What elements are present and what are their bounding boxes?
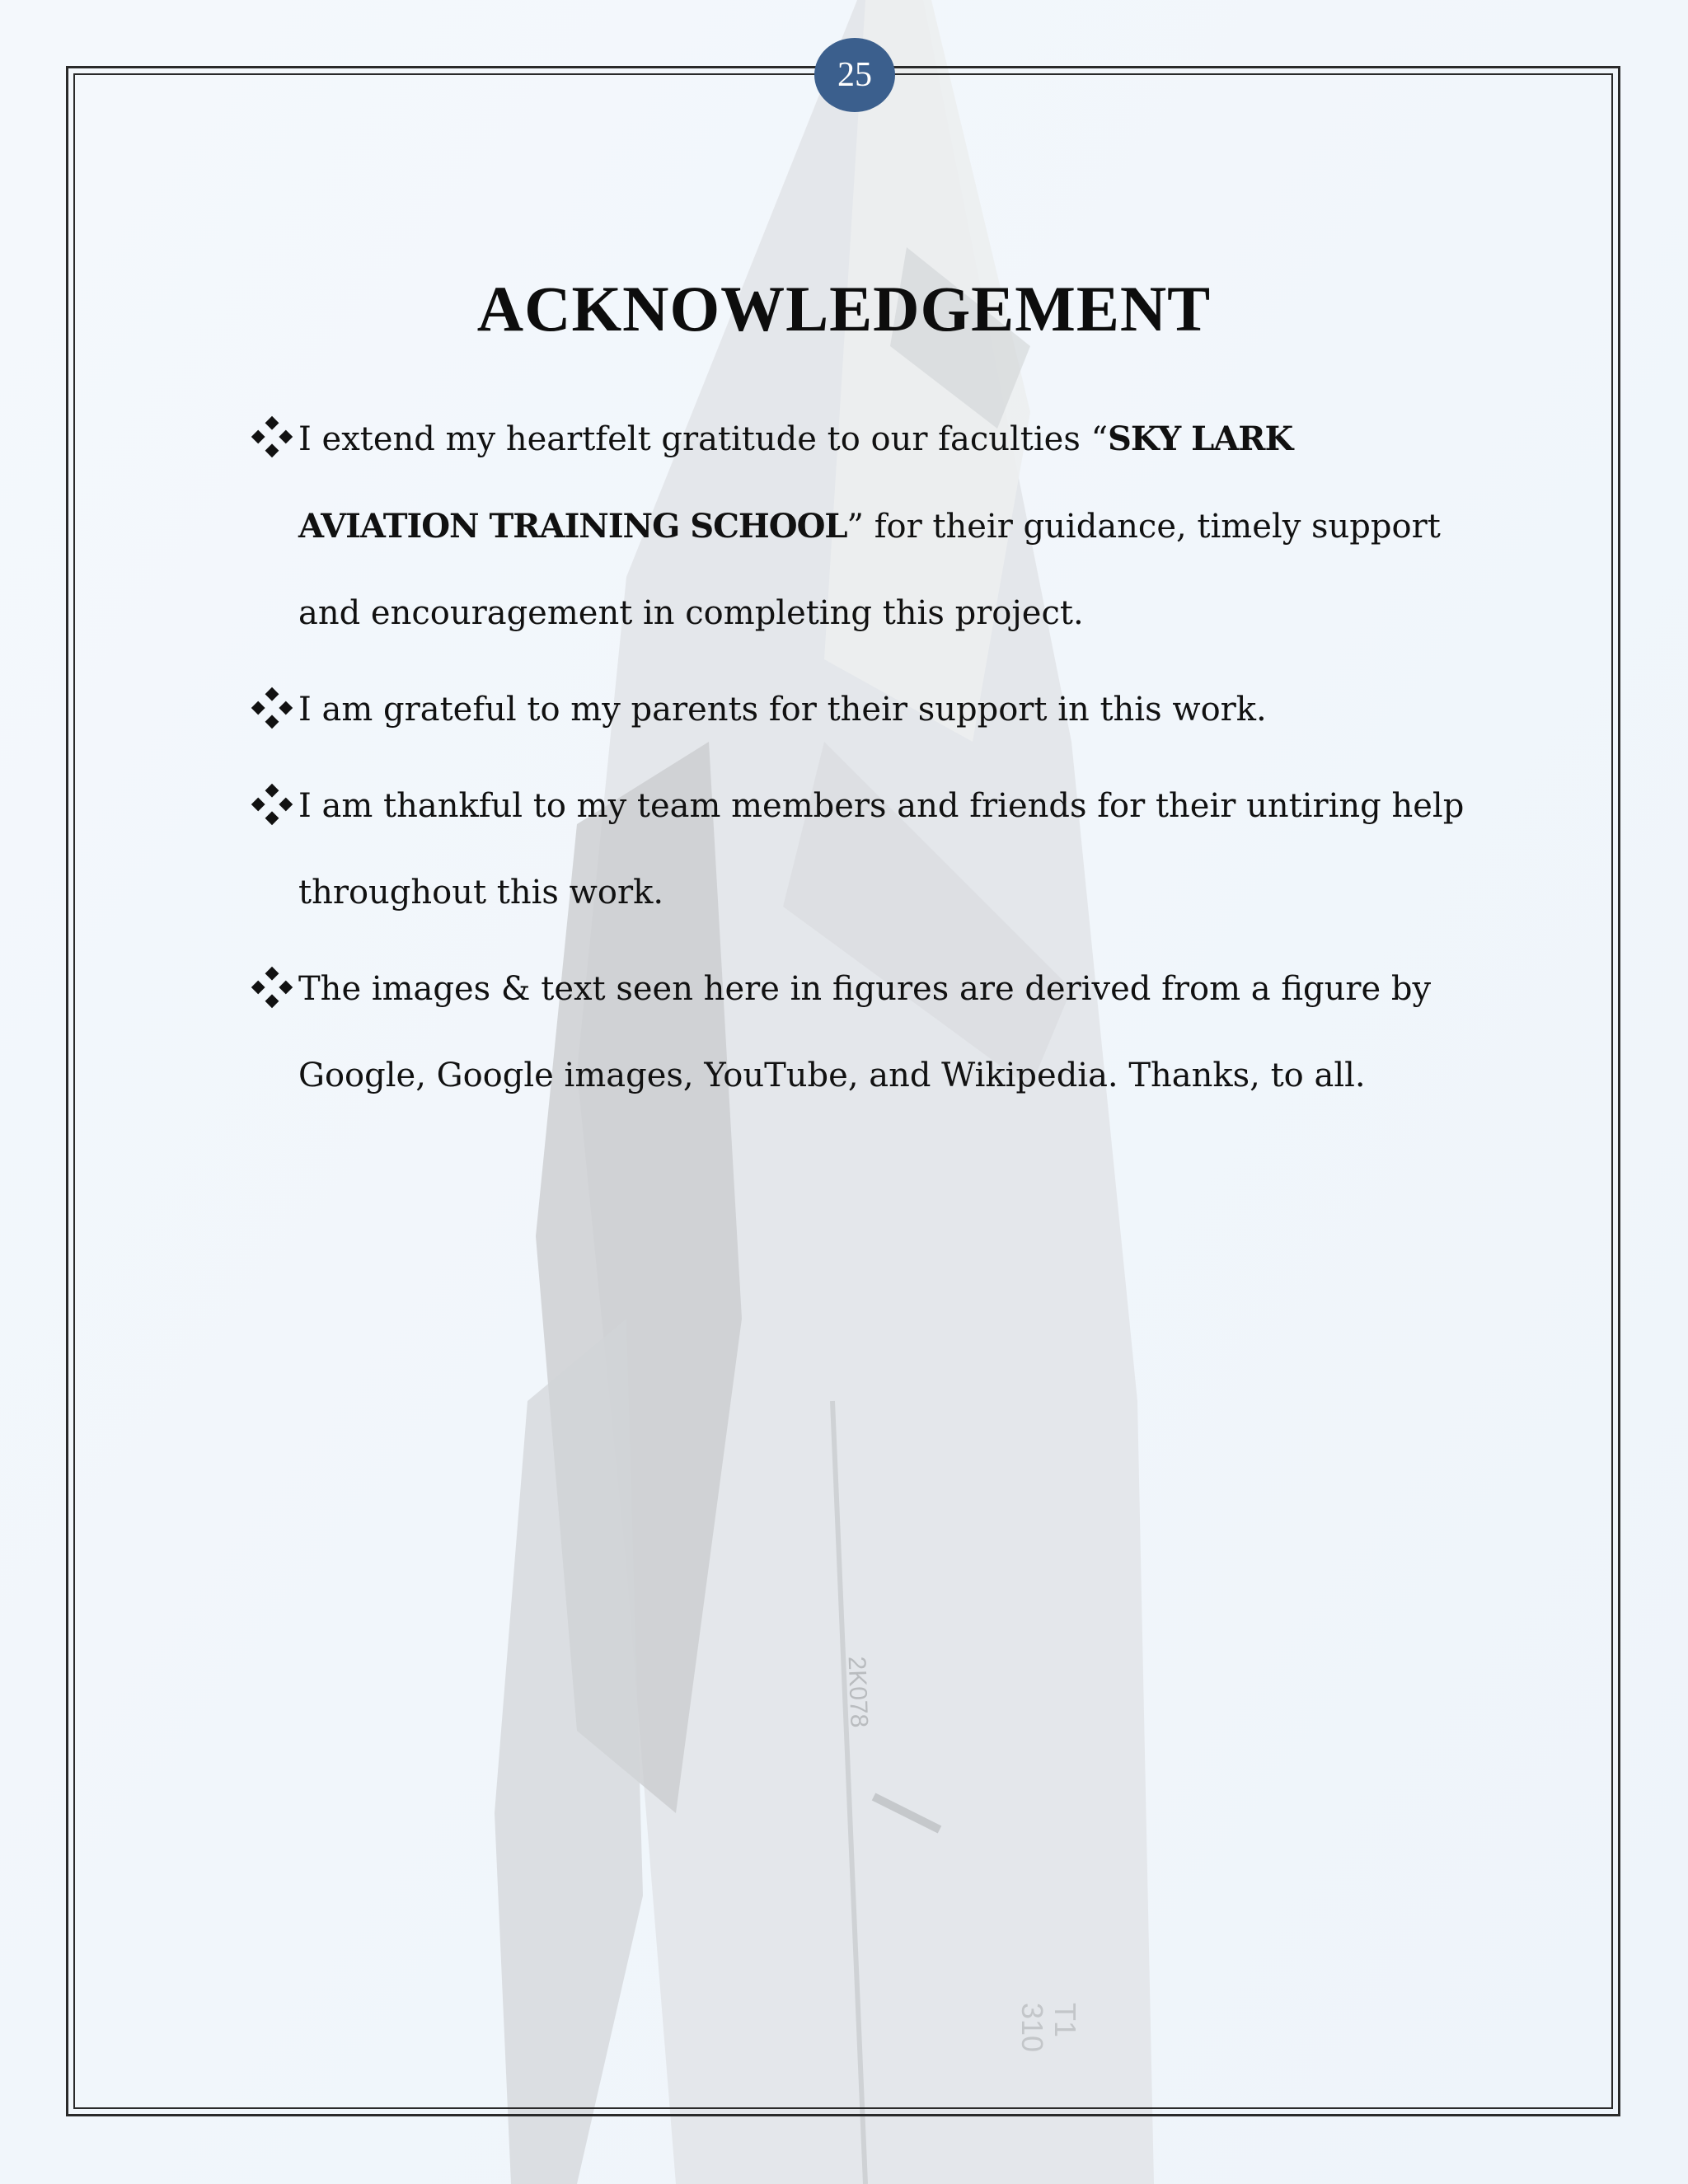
aircraft-marking-t1: T1	[1048, 2003, 1082, 2038]
school-name-emphasis: SKY LARK AVIATION TRAINING SCHOOL	[298, 419, 1293, 546]
acknowledgement-list	[249, 396, 1469, 1129]
aircraft-marking-serial: 2K078	[842, 1656, 873, 1728]
aircraft-marking-310: 310	[1015, 2003, 1049, 2053]
item-text: I am grateful to my parents for their support in this work.	[298, 691, 1267, 729]
page-title: ACKNOWLEDGEMENT	[476, 273, 1212, 344]
page-number-badge	[814, 38, 895, 112]
list-item	[249, 396, 1469, 657]
page-number: 25	[837, 56, 872, 94]
item-text: The images & text seen here in figures are derived from a figure by Google, Google images, YouTube, and Wikipedia. Thanks, to all.	[298, 970, 1432, 1094]
four-diamond-bullet-icon	[249, 781, 295, 827]
list-item	[249, 946, 1469, 1119]
item-text-before: I extend my heartfelt gratitude to our faculties “	[298, 420, 1109, 458]
item-text: I am thankful to my team members and friends for their untiring help throughout this work.	[298, 787, 1465, 912]
four-diamond-bullet-icon	[249, 685, 295, 731]
four-diamond-bullet-icon	[249, 414, 295, 460]
list-item	[249, 763, 1469, 936]
item-text-after: ” for their guidance, timely support and encouragement in completing this project.	[298, 508, 1441, 632]
four-diamond-bullet-icon	[249, 964, 295, 1010]
list-item	[249, 667, 1469, 753]
